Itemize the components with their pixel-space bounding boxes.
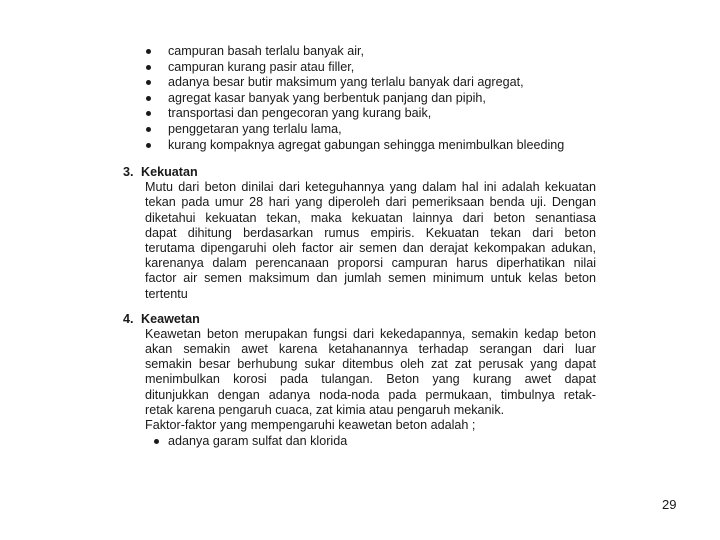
bullet-dot-icon [146, 111, 151, 116]
list-item [146, 122, 600, 138]
list-item [146, 91, 600, 107]
paragraph-line: Mutu dari beton dinilai dari keteguhannya yang dalam hal ini adalah kekuatan [145, 180, 596, 195]
section-kekuatan [120, 165, 600, 302]
list-item-text: transportasi dan pengecoran yang kurang baik, [168, 106, 432, 121]
paragraph-line: terutama dipengaruhi oleh factor air semen dan derajat kekompakan adukan, [145, 240, 596, 255]
paragraph-line: dapat dihitung berdasarkan rumus empiris. Kekuatan tekan dari beton [145, 225, 596, 240]
bullet-dot-icon [154, 439, 159, 444]
paragraph-line: ditunjukkan dengan adanya noda-noda pada permukaan, timbulnya retak- [145, 387, 596, 402]
paragraph-line: factor air semen maksimum dan jumlah semen minimum untuk kelas beton [145, 271, 596, 286]
bullet-dot-icon [146, 80, 151, 85]
list-item-text: adanya besar butir maksimum yang terlalu banyak dari agregat, [168, 75, 524, 90]
section-number: 4. [123, 311, 134, 326]
paragraph-line: semakin besar berhubung sukar ditembus oleh zat zat perusak yang dapat [145, 357, 596, 372]
bullet-list [120, 44, 600, 153]
paragraph-line: tekan pada umur 28 hari yang diperoleh dari pemeriksaan benda uji. Dengan [145, 195, 596, 210]
section-title: Kekuatan [141, 165, 198, 180]
list-item [146, 75, 600, 91]
paragraph-line: Keawetan beton merupakan fungsi dari kekedapannya, semakin kedap beton [145, 326, 596, 341]
bullet-dot-icon [146, 65, 151, 70]
page-number: 29 [662, 497, 677, 512]
scanned-page [120, 44, 600, 488]
paragraph-line: akan semakin awet karena ketahanannya terhadap serangan dari luar [145, 341, 596, 356]
bullet-dot-icon [146, 49, 151, 54]
paragraph-line: diketahui kekuatan tekan, maka kekuatan lainnya dari beton senantiasa [145, 210, 596, 225]
list-item-text: agregat kasar banyak yang berbentuk panjang dan pipih, [168, 90, 486, 105]
paragraph-line: Faktor-faktor yang mempengaruhi keawetan beton adalah ; [145, 418, 476, 432]
bullet-dot-icon [146, 127, 151, 132]
list-item [120, 434, 600, 448]
list-item [146, 60, 600, 76]
list-item [146, 106, 600, 122]
list-item-text: kurang kompaknya agregat gabungan sehingga menimbulkan bleeding [168, 137, 565, 152]
section-paragraph [120, 180, 600, 302]
list-item [146, 44, 600, 60]
list-item-text: campuran basah terlalu banyak air, [168, 44, 365, 58]
section-number: 3. [123, 165, 134, 180]
list-item-text: penggetaran yang terlalu lama, [168, 121, 342, 136]
section-paragraph [120, 327, 600, 433]
bullet-dot-icon [146, 96, 151, 101]
paragraph-line: tertentu [145, 286, 188, 301]
paragraph-line: menimbulkan korosi pada tulangan. Beton yang kurang awet dapat [145, 372, 596, 387]
bullet-dot-icon [146, 143, 151, 148]
section-title: Keawetan [141, 311, 200, 326]
section-heading [120, 312, 600, 327]
section-keawetan [120, 312, 600, 448]
paragraph-line: karenanya dalam perencanaan proporsi campuran harus diperhatikan nilai [145, 256, 596, 271]
list-item [146, 138, 600, 154]
list-item-text: adanya garam sulfat dan klorida [168, 434, 348, 449]
section-heading [120, 165, 600, 180]
list-item-text: campuran kurang pasir atau filler, [168, 59, 355, 74]
paragraph-line: retak karena pengaruh cuaca, zat kimia atau pengaruh mekanik. [145, 402, 505, 417]
